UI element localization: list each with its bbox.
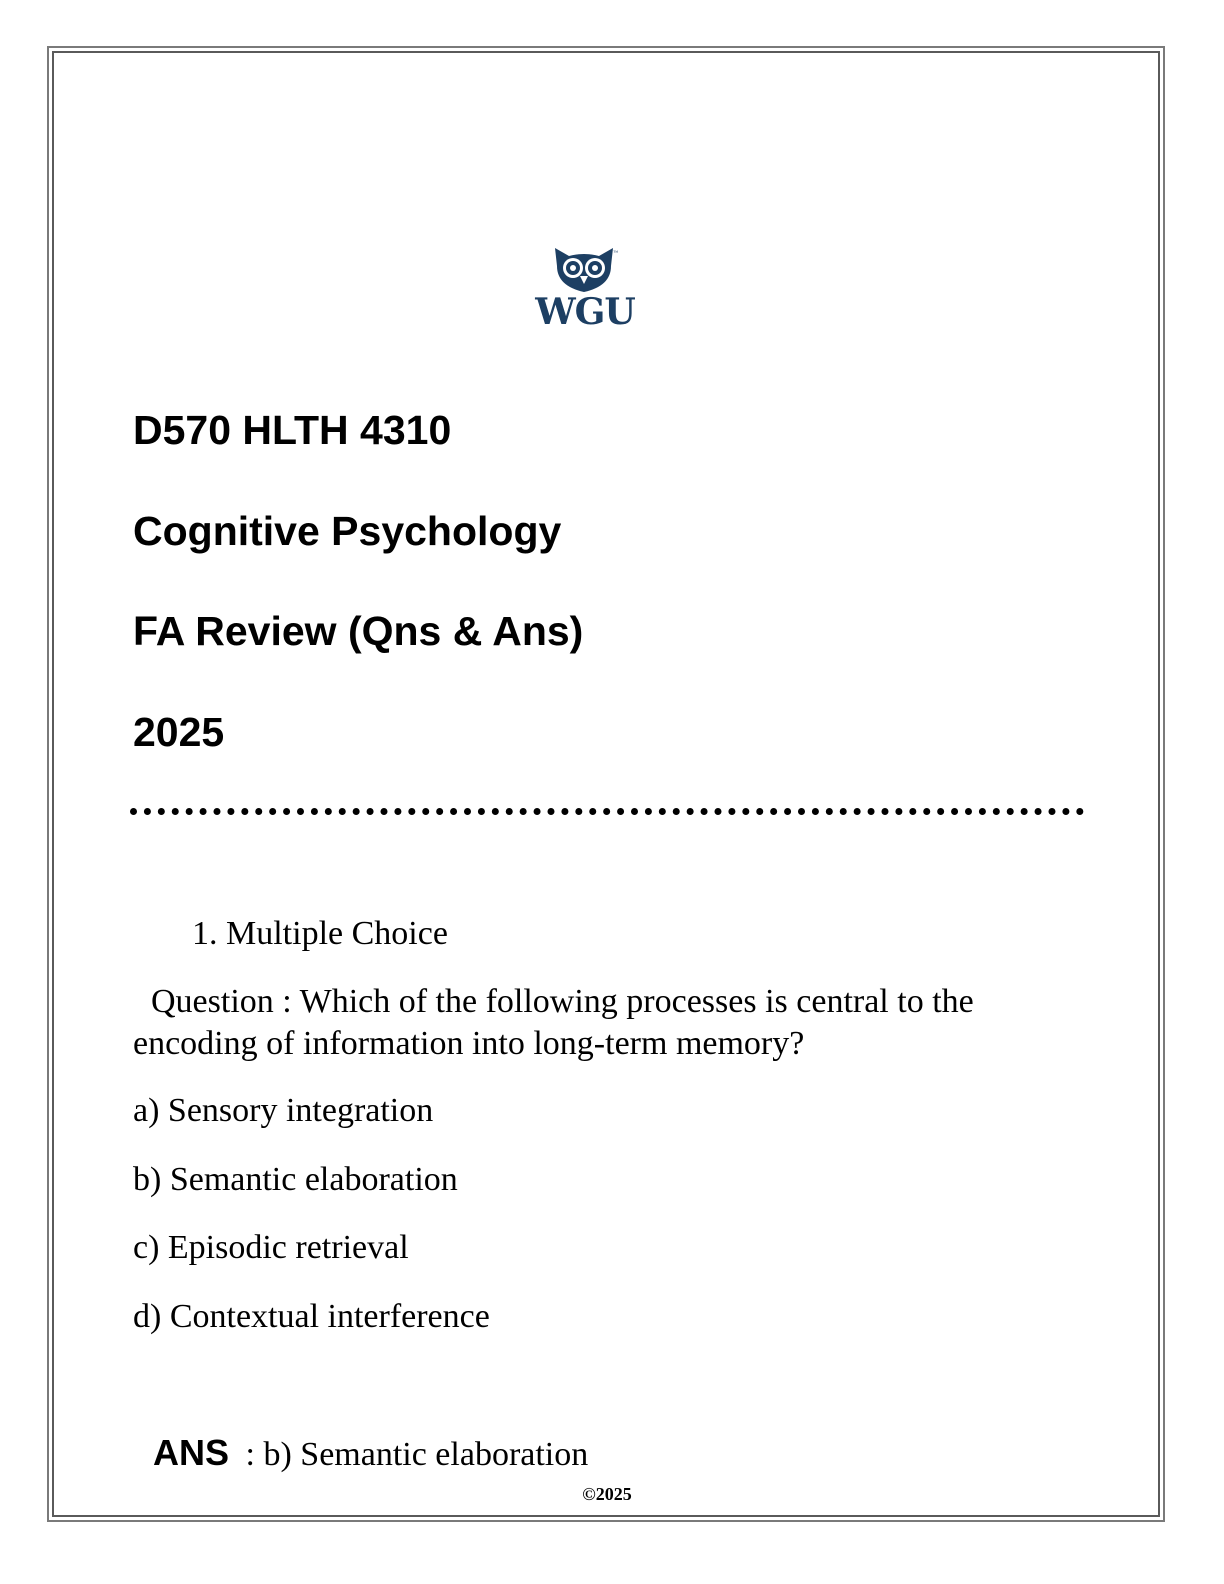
question-line-1: Question : Which of the following processes is central to the <box>151 983 974 1020</box>
dotted-divider <box>130 808 1084 815</box>
svg-text:™: ™ <box>613 251 618 256</box>
wgu-logo <box>533 246 637 336</box>
copyright-footer: ©2025 <box>582 1484 632 1504</box>
option-c: c) Episodic retrieval <box>133 1229 409 1266</box>
answer-value: b) Semantic elaboration <box>263 1436 589 1473</box>
option-d: d) Contextual interference <box>133 1298 490 1335</box>
owl-icon <box>549 246 619 294</box>
subject-title: Cognitive Psychology <box>133 508 562 554</box>
option-a: a) Sensory integration <box>133 1092 434 1129</box>
answer-row <box>153 1430 588 1484</box>
question-text <box>133 981 974 1065</box>
review-title: FA Review (Qns & Ans) <box>133 608 584 654</box>
option-b: b) Semantic elaboration <box>133 1161 458 1198</box>
course-code-title: D570 HLTH 4310 <box>133 407 452 453</box>
question-heading: 1. Multiple Choice <box>192 915 448 952</box>
logo-text: WGU <box>535 291 635 333</box>
answer-separator: : <box>237 1436 264 1473</box>
answer-label: ANS <box>153 1432 230 1473</box>
question-line-2: encoding of information into long-term memory? <box>133 1025 805 1062</box>
year-title: 2025 <box>133 709 225 755</box>
